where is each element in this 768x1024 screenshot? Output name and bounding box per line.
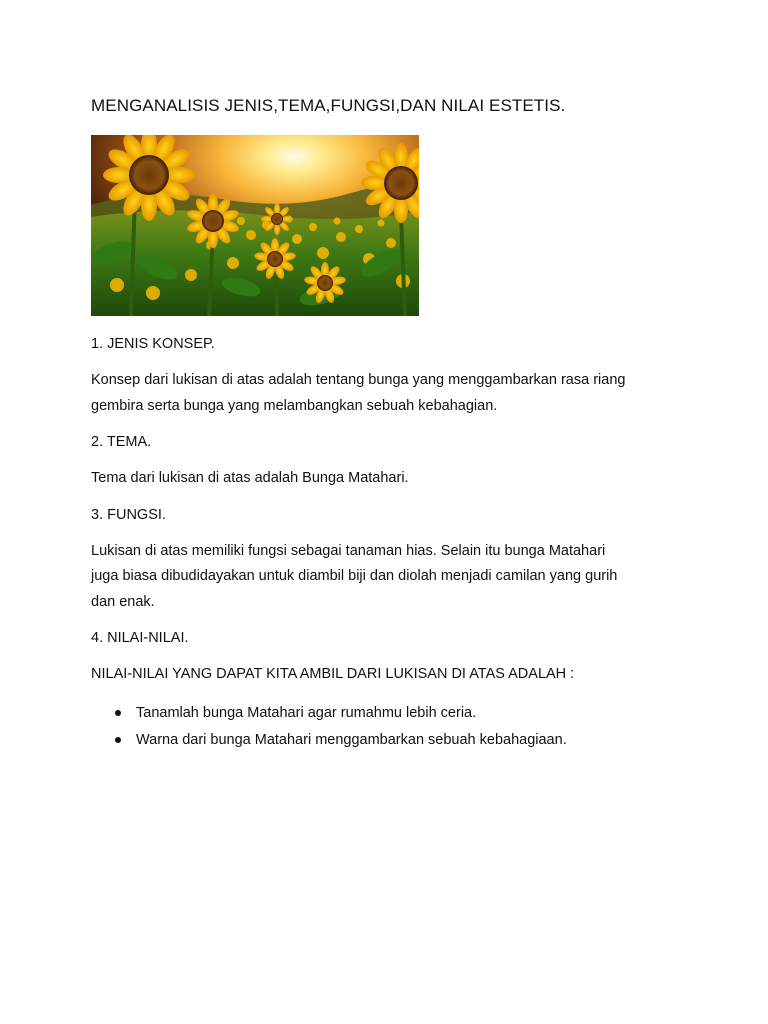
body-line: Konsep dari lukisan di atas adalah tentang bunga yang menggambarkan rasa riang [91, 372, 626, 388]
sunflower-field-image [91, 135, 419, 316]
list-item-text: Warna dari bunga Matahari menggambarkan sebuah kebahagiaan. [136, 731, 567, 748]
body-line: juga biasa dibudidayakan untuk diambil biji dan diolah menjadi camilan yang gurih [91, 568, 618, 584]
section-body-jenis [91, 368, 691, 419]
list-item [91, 727, 691, 754]
list-item-text: Tanamlah bunga Matahari agar rumahmu lebih ceria. [136, 704, 477, 721]
section-heading-nilai: 4. NILAI-NILAI. [91, 630, 189, 646]
section-body-fungsi [91, 539, 691, 616]
body-line: dan enak. [91, 593, 155, 610]
body-line: gembira serta bunga yang melambangkan sebuah kebahagian. [91, 397, 498, 414]
bullet-icon [115, 737, 121, 743]
document-title: MENGANALISIS JENIS,TEMA,FUNGSI,DAN NILAI ESTETIS. [91, 96, 566, 115]
section-heading-tema: 2. TEMA. [91, 434, 152, 450]
section-body-tema: Tema dari lukisan di atas adalah Bunga Matahari. [91, 470, 409, 486]
bullet-list [91, 700, 691, 754]
list-item [91, 700, 691, 727]
body-line: Lukisan di atas memiliki fungsi sebagai tanaman hias. Selain itu bunga Matahari [91, 542, 606, 559]
document-content [91, 94, 691, 754]
section-intro-nilai: NILAI-NILAI YANG DAPAT KITA AMBIL DARI LUKISAN DI ATAS ADALAH : [91, 666, 575, 682]
section-heading-jenis: 1. JENIS KONSEP. [91, 336, 215, 352]
section-heading-fungsi: 3. FUNGSI. [91, 506, 166, 523]
bullet-icon [115, 710, 121, 716]
